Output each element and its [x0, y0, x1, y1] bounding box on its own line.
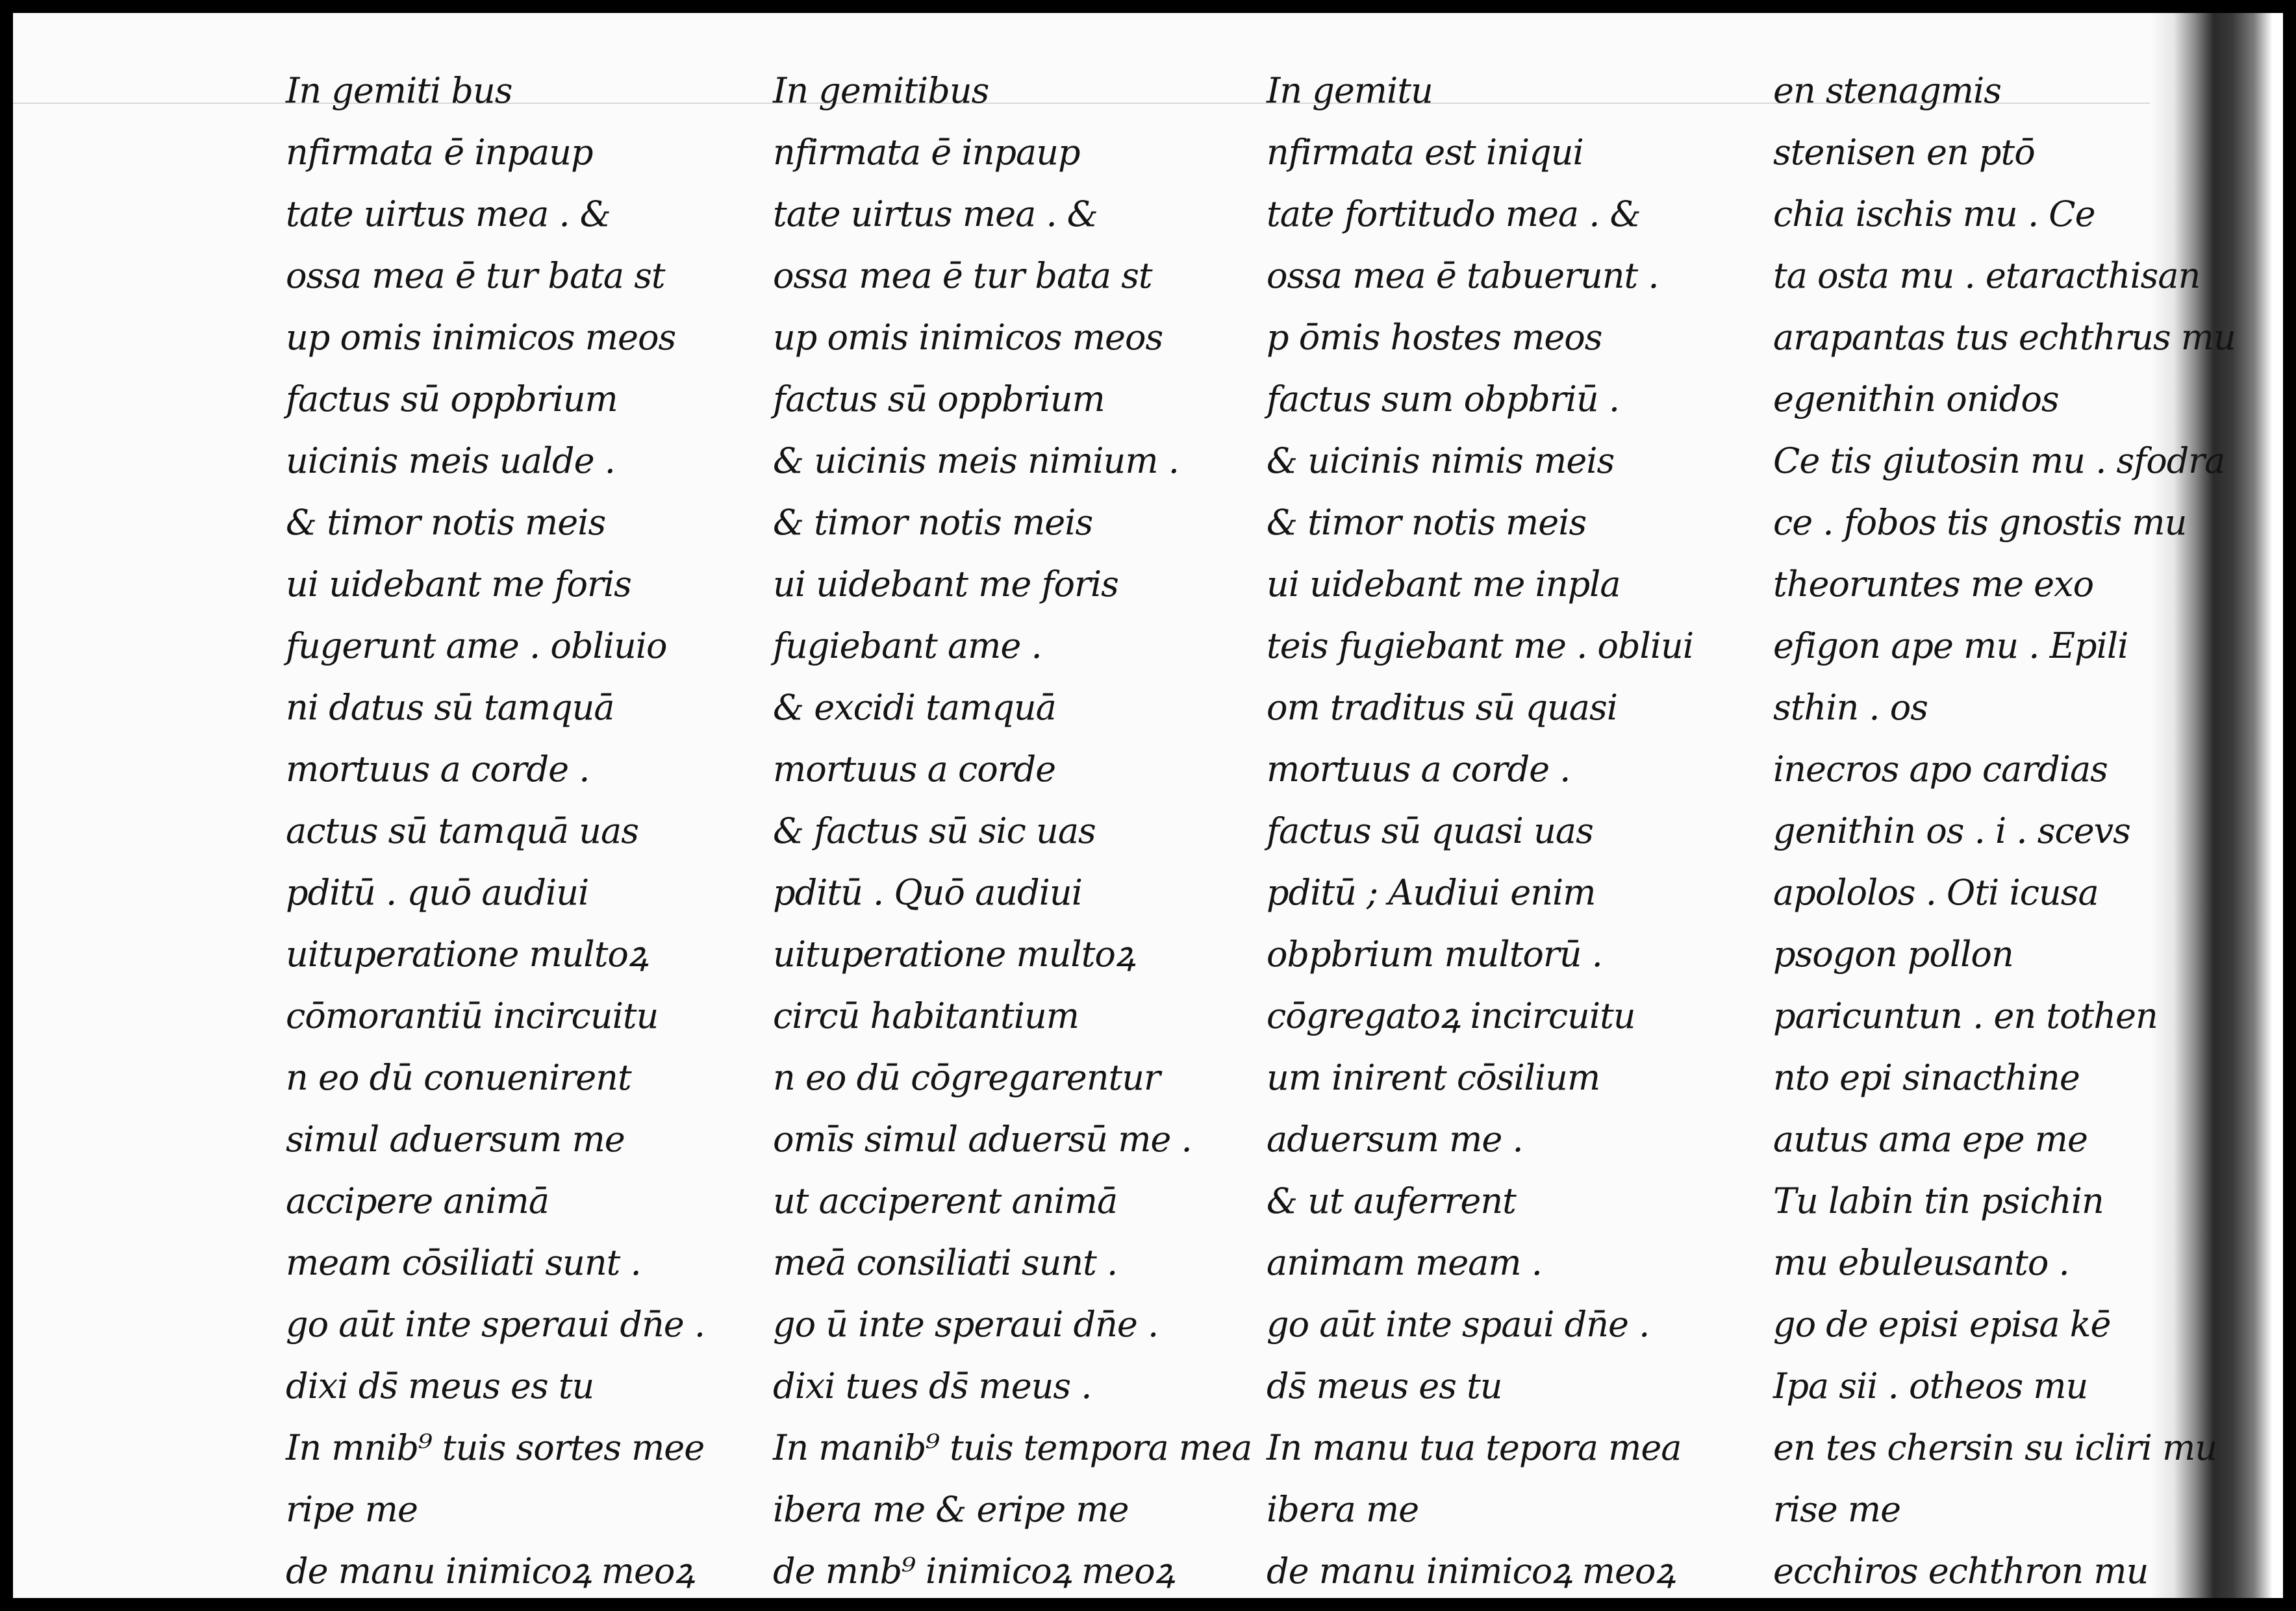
text-line: & excidi tamquā: [773, 687, 1056, 728]
text-line: Tu labin tin psichin: [1773, 1180, 2104, 1221]
text-line: meā consiliati sunt .: [773, 1242, 1118, 1283]
text-line: apololos . Oti icusa: [1773, 872, 2099, 913]
text-line: autus ama epe me: [1773, 1119, 2088, 1160]
text-line: tate uirtus mea . &: [773, 194, 1098, 234]
column-latin-1: [286, 60, 705, 1598]
text-line: In gemitibus: [773, 70, 989, 111]
text-line: de manu inimicoꝝ meoꝝ: [1267, 1551, 1675, 1592]
text-line: ut acciperent animā: [773, 1180, 1118, 1221]
text-line: ta osta mu . etaracthisan: [1773, 255, 2201, 296]
text-line: en stenagmis: [1773, 70, 2001, 111]
text-line: om traditus sū quasi: [1267, 687, 1617, 728]
text-line: pditū . Quō audiui: [773, 872, 1082, 913]
text-line: ossa mea ē tur bata st: [286, 255, 665, 296]
text-line: n eo dū cōgregarentur: [773, 1057, 1160, 1098]
text-line: en tes chersin su icliri mu: [1773, 1427, 2217, 1468]
text-line: factus sū oppbrium: [773, 379, 1105, 419]
text-line: & uicinis nimis meis: [1267, 440, 1615, 481]
text-line: arapantas tus echthrus mu: [1773, 317, 2236, 358]
text-line: nfirmata ē inpaup: [286, 132, 593, 173]
text-line: & timor notis meis: [1267, 502, 1587, 543]
text-line: In mnib⁹ tuis sortes mee: [286, 1427, 705, 1468]
text-line: In gemitu: [1267, 70, 1433, 111]
text-line: go ū inte speraui dn̄e .: [773, 1304, 1159, 1345]
text-line: cōgregatoꝝ incircuitu: [1267, 995, 1635, 1036]
text-line: fugiebant ame .: [773, 625, 1042, 666]
text-line: uicinis meis ualde .: [286, 440, 615, 481]
text-line: ui uidebant me inpla: [1267, 564, 1621, 605]
text-line: Ce tis giutosin mu . sfodra: [1773, 440, 2225, 481]
text-line: animam meam .: [1267, 1242, 1542, 1283]
text-line: ce . fobos tis gnostis mu: [1773, 502, 2187, 543]
text-line: aduersum me .: [1267, 1119, 1523, 1160]
text-line: mortuus a corde .: [1267, 749, 1571, 790]
text-line: theoruntes me exo: [1773, 564, 2094, 605]
column-latin-3: [1267, 60, 1693, 1598]
text-line: tate uirtus mea . &: [286, 194, 611, 234]
text-line: up omis inimicos meos: [286, 317, 676, 358]
text-line: circū habitantium: [773, 995, 1079, 1036]
text-line: factus sū quasi uas: [1267, 810, 1593, 851]
text-line: factus sū oppbrium: [286, 379, 618, 419]
text-line: uituperatione multoꝝ: [286, 934, 648, 975]
text-line: egenithin onidos: [1773, 379, 2059, 419]
manuscript-page: [13, 13, 2283, 1598]
text-line: mortuus a corde .: [286, 749, 590, 790]
text-line: ripe me: [286, 1489, 418, 1530]
text-line: & ut auferrent: [1267, 1180, 1516, 1221]
text-line: psogon pollon: [1773, 934, 2013, 975]
text-line: ibera me: [1267, 1489, 1419, 1530]
text-line: n eo dū conuenirent: [286, 1057, 631, 1098]
text-line: stenisen en ptō: [1773, 132, 2035, 173]
text-line: ibera me & eripe me: [773, 1489, 1129, 1530]
text-line: teis fugiebant me . obliui: [1267, 625, 1694, 666]
text-line: go aūt inte speraui dn̄e .: [286, 1304, 705, 1345]
text-line: In gemiti bus: [286, 70, 512, 111]
text-line: fugerunt ame . obliuio: [286, 625, 667, 666]
text-line: In manib⁹ tuis tempora mea: [773, 1427, 1252, 1468]
column-latin-2: [773, 60, 1252, 1598]
text-line: paricuntun . en tothen: [1773, 995, 2158, 1036]
text-line: genithin os . i . scevs: [1773, 810, 2130, 851]
text-line: ni datus sū tamquā: [286, 687, 614, 728]
text-line: obpbrium multorū .: [1267, 934, 1602, 975]
text-line: actus sū tamquā uas: [286, 810, 638, 851]
text-line: ecchiros echthron mu: [1773, 1551, 2149, 1592]
text-line: uituperatione multoꝝ: [773, 934, 1135, 975]
text-line: inecros apo cardias: [1773, 749, 2108, 790]
text-line: & factus sū sic uas: [773, 810, 1096, 851]
text-line: omīs simul aduersū me .: [773, 1119, 1192, 1160]
column-greek-transliteration: [1773, 60, 2236, 1598]
text-line: go de episi episa kē: [1773, 1304, 2111, 1345]
text-line: efigon ape mu . Epili: [1773, 625, 2128, 666]
text-line: ds̄ meus es tu: [1267, 1366, 1502, 1406]
text-line: simul aduersum me: [286, 1119, 625, 1160]
text-line: sthin . os: [1773, 687, 1928, 728]
text-line: In manu tua tepora mea: [1267, 1427, 1682, 1468]
text-line: meam cōsiliati sunt .: [286, 1242, 641, 1283]
text-line: nfirmata ē inpaup: [773, 132, 1080, 173]
text-line: & timor notis meis: [773, 502, 1093, 543]
text-line: mu ebuleusanto .: [1773, 1242, 2069, 1283]
text-line: & timor notis meis: [286, 502, 606, 543]
text-line: p ōmis hostes meos: [1267, 317, 1602, 358]
text-line: go aūt inte spaui dn̄e .: [1267, 1304, 1650, 1345]
text-line: nfirmata est iniqui: [1267, 132, 1583, 173]
text-line: pditū . quō audiui: [286, 872, 589, 913]
text-line: cōmorantiū incircuitu: [286, 995, 659, 1036]
text-line: rise me: [1773, 1489, 1901, 1530]
text-line: de mnb⁹ inimicoꝝ meoꝝ: [773, 1551, 1174, 1592]
text-line: Ipa sii . otheos mu: [1773, 1366, 2088, 1406]
text-line: ossa mea ē tur bata st: [773, 255, 1152, 296]
text-line: ossa mea ē tabuerunt .: [1267, 255, 1659, 296]
text-line: dixi tues ds̄ meus .: [773, 1366, 1092, 1406]
text-line: up omis inimicos meos: [773, 317, 1163, 358]
text-line: chia ischis mu . Ce: [1773, 194, 2095, 234]
text-line: mortuus a corde: [773, 749, 1056, 790]
text-line: de manu inimicoꝝ meoꝝ: [286, 1551, 694, 1592]
text-line: nto epi sinacthine: [1773, 1057, 2080, 1098]
text-line: um inirent cōsilium: [1267, 1057, 1600, 1098]
text-line: accipere animā: [286, 1180, 549, 1221]
text-line: ui uidebant me foris: [286, 564, 631, 605]
text-line: factus sum obpbriū .: [1267, 379, 1620, 419]
text-line: ui uidebant me foris: [773, 564, 1118, 605]
text-line: tate fortitudo mea . &: [1267, 194, 1641, 234]
text-line: dixi ds̄ meus es tu: [286, 1366, 594, 1406]
text-line: pditū ; Audiui enim: [1267, 872, 1596, 913]
text-line: & uicinis meis nimium .: [773, 440, 1179, 481]
